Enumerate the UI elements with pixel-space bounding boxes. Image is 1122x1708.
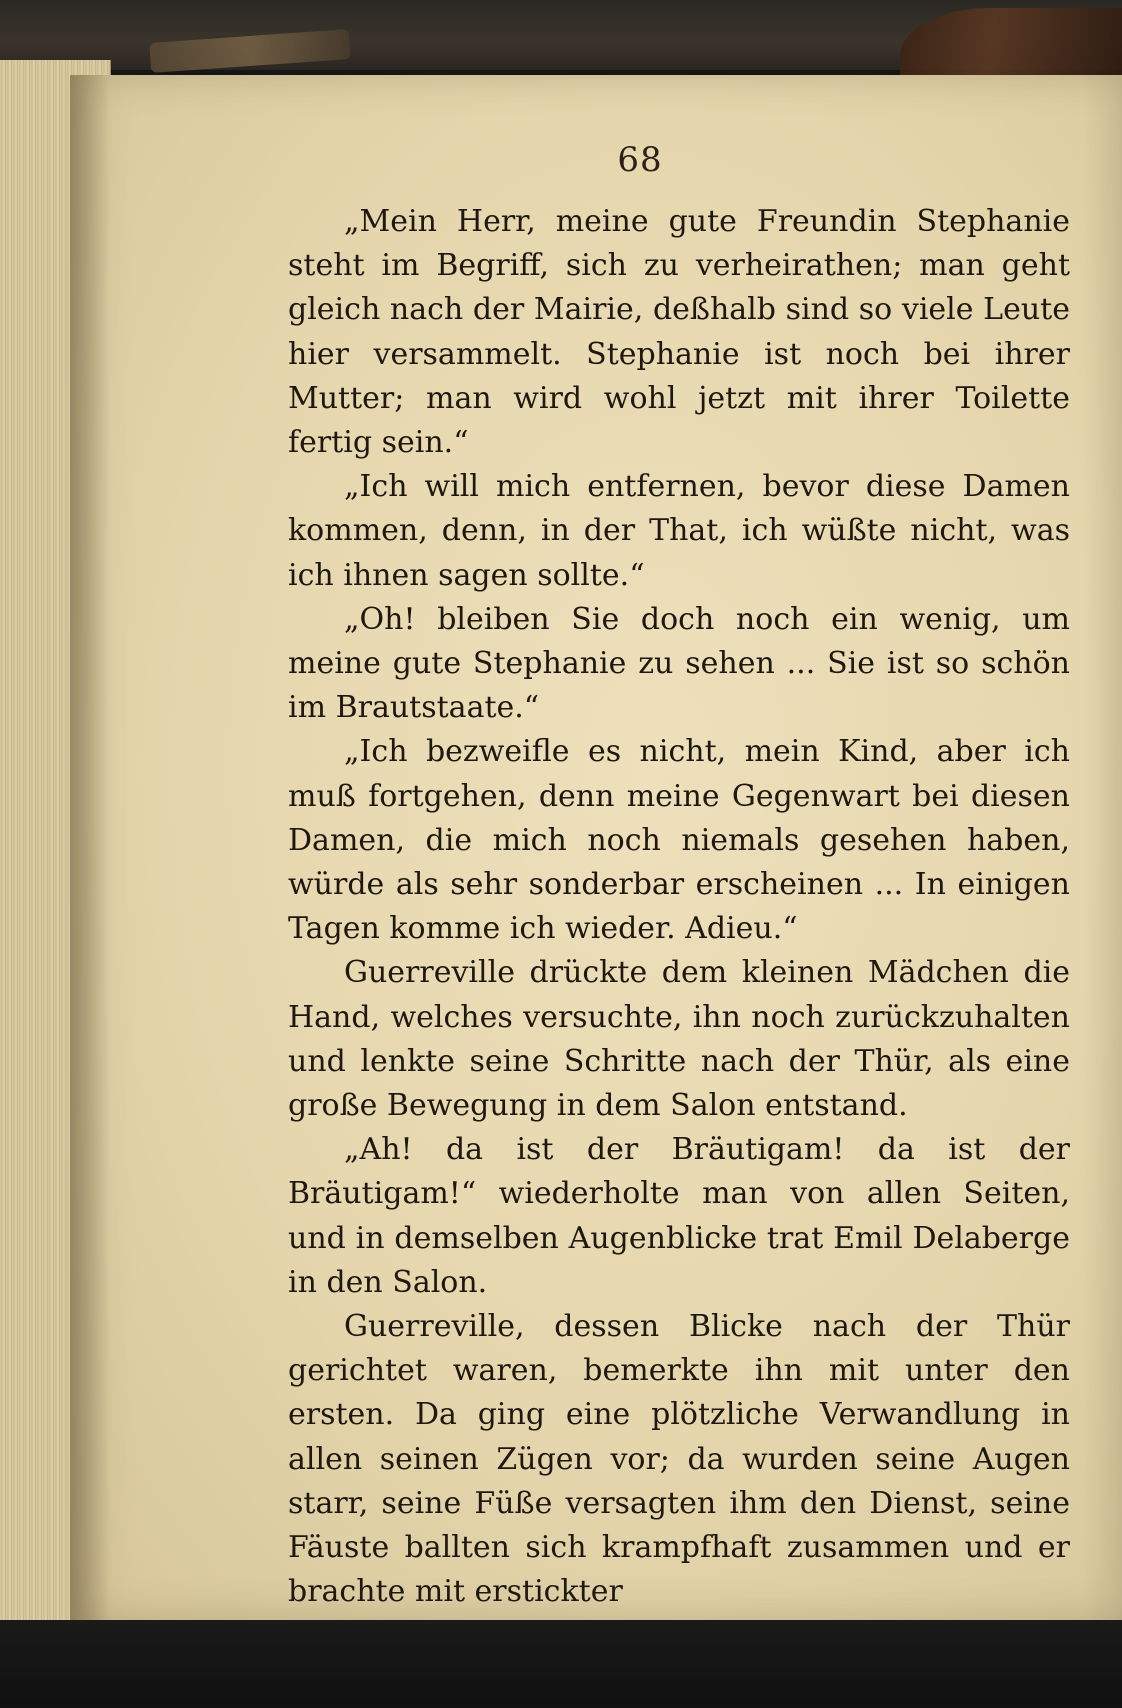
paragraph: „Ich bezweifle es nicht, mein Kind, aber ich muß fortgehen, denn meine Gegenwart bei diesen Damen, die mich noch niemals gesehen haben, würde als sehr sonderbar erscheinen ... In einigen Tagen komme ich wieder. Adieu.“ xyxy=(288,734,1070,947)
gutter-shadow xyxy=(70,75,110,1620)
paragraph: „Mein Herr, meine gute Freundin Stephanie steht im Begriff, sich zu verheirathen; man geht gleich nach der Mairie, deßhalb sind so viele Leute hier versammelt. Stephanie ist noch bei ihrer Mutter; man wird wohl jetzt mit ihrer Toilette fertig sein.“ xyxy=(288,204,1070,461)
body-text xyxy=(288,200,1070,1615)
paragraph: Guerreville, dessen Blicke nach der Thür gerichtet waren, bemerkte ihn mit unter den ersten. Da ging eine plötzliche Verwandlung in allen seinen Zügen vor; da wurden seine Augen starr, seine Füße versagten ihm den Dienst, seine Fäuste ballten sich krampfhaft zusammen und er brachte mit erstickter xyxy=(288,1309,1070,1610)
paragraph: „Ah! da ist der Bräutigam! da ist der Bräutigam!“ wiederholte man von allen Seiten, und in demselben Augenblicke trat Emil Delaberge in den Salon. xyxy=(288,1132,1070,1300)
page-number: 68 xyxy=(617,140,663,180)
page-edge-right xyxy=(1082,75,1122,1620)
backdrop-bottom xyxy=(0,1620,1122,1708)
paragraph: „Ich will mich entfernen, bevor diese Damen kommen, denn, in der That, ich wüßte nicht, was ich ihnen sagen sollte.“ xyxy=(288,469,1070,593)
paragraph: Guerreville drückte dem kleinen Mädchen die Hand, welches versuchte, ihn noch zurückzuhalten und lenkte seine Schritte nach der Thür, als eine große Bewegung in dem Salon entstand. xyxy=(288,955,1070,1124)
paragraph: „Oh! bleiben Sie doch noch ein wenig, um meine gute Stephanie zu sehen ... Sie ist so schön im Brautstaate.“ xyxy=(288,601,1070,726)
